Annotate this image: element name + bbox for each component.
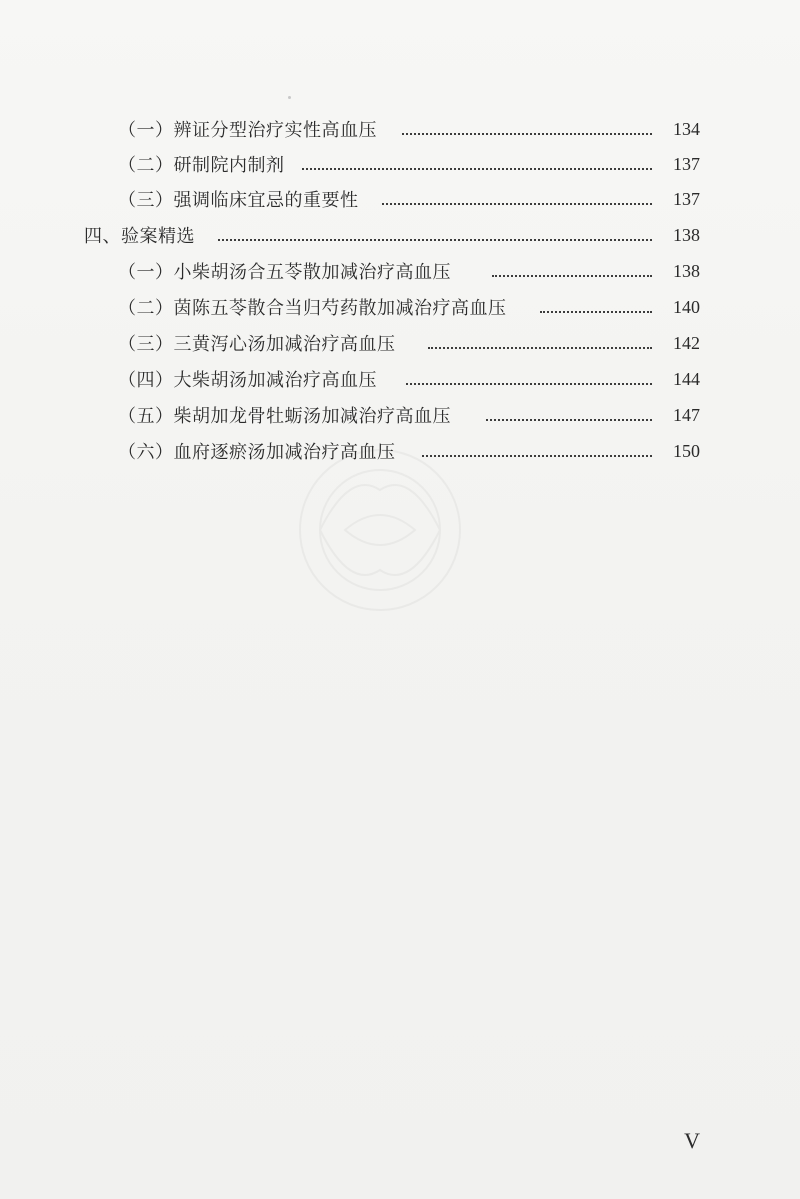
toc-entry-label: 四、验案精选 [84, 226, 195, 247]
toc-entry-label: （五）柴胡加龙骨牡蛎汤加减治疗高血压 [118, 406, 451, 427]
toc-entry-label: （三）三黄泻心汤加减治疗高血压 [118, 334, 396, 355]
page-folio: V [684, 1128, 700, 1153]
toc-entry-page: 138 [673, 225, 700, 245]
toc-entry-section[interactable] [0, 219, 800, 251]
dot-leader [540, 311, 652, 313]
dot-leader [218, 239, 652, 241]
dot-leader [422, 455, 652, 457]
toc-entry-page: 150 [673, 441, 700, 461]
toc-entry-page: 137 [673, 189, 700, 209]
dot-leader [428, 347, 652, 349]
toc-entry-page: 147 [673, 405, 700, 425]
toc-entry-label: （六）血府逐瘀汤加减治疗高血压 [118, 442, 396, 463]
toc-entry-label: （一）辨证分型治疗实性高血压 [118, 120, 377, 141]
toc-entry-page: 140 [673, 297, 700, 317]
toc-entry-label: （二）茵陈五苓散合当归芍药散加减治疗高血压 [118, 298, 507, 319]
toc-entry[interactable] [0, 113, 800, 145]
toc-entry-label: （二）研制院内制剂 [118, 155, 285, 176]
toc-entry[interactable] [0, 435, 800, 467]
dot-leader [492, 275, 652, 277]
paper-speck [288, 96, 291, 99]
toc-entry[interactable] [0, 148, 800, 180]
toc-entry[interactable] [0, 399, 800, 431]
toc-entry-page: 138 [673, 261, 700, 281]
toc-entry-label: （一）小柴胡汤合五苓散加减治疗高血压 [118, 262, 451, 283]
toc-entry[interactable] [0, 291, 800, 323]
dot-leader [486, 419, 652, 421]
dot-leader [382, 203, 652, 205]
toc-entry[interactable] [0, 183, 800, 215]
toc-entry[interactable] [0, 363, 800, 395]
toc-entry-page: 137 [673, 154, 700, 174]
dot-leader [302, 168, 652, 170]
toc-entry-label: （三）强调临床宜忌的重要性 [118, 190, 359, 211]
toc-entry[interactable] [0, 255, 800, 287]
dot-leader [406, 383, 652, 385]
toc-entry[interactable] [0, 327, 800, 359]
toc-entry-page: 144 [673, 369, 700, 389]
dot-leader [402, 133, 652, 135]
toc-entry-page: 142 [673, 333, 700, 353]
toc-entry-label: （四）大柴胡汤加减治疗高血压 [118, 370, 377, 391]
toc-entry-page: 134 [673, 119, 700, 139]
